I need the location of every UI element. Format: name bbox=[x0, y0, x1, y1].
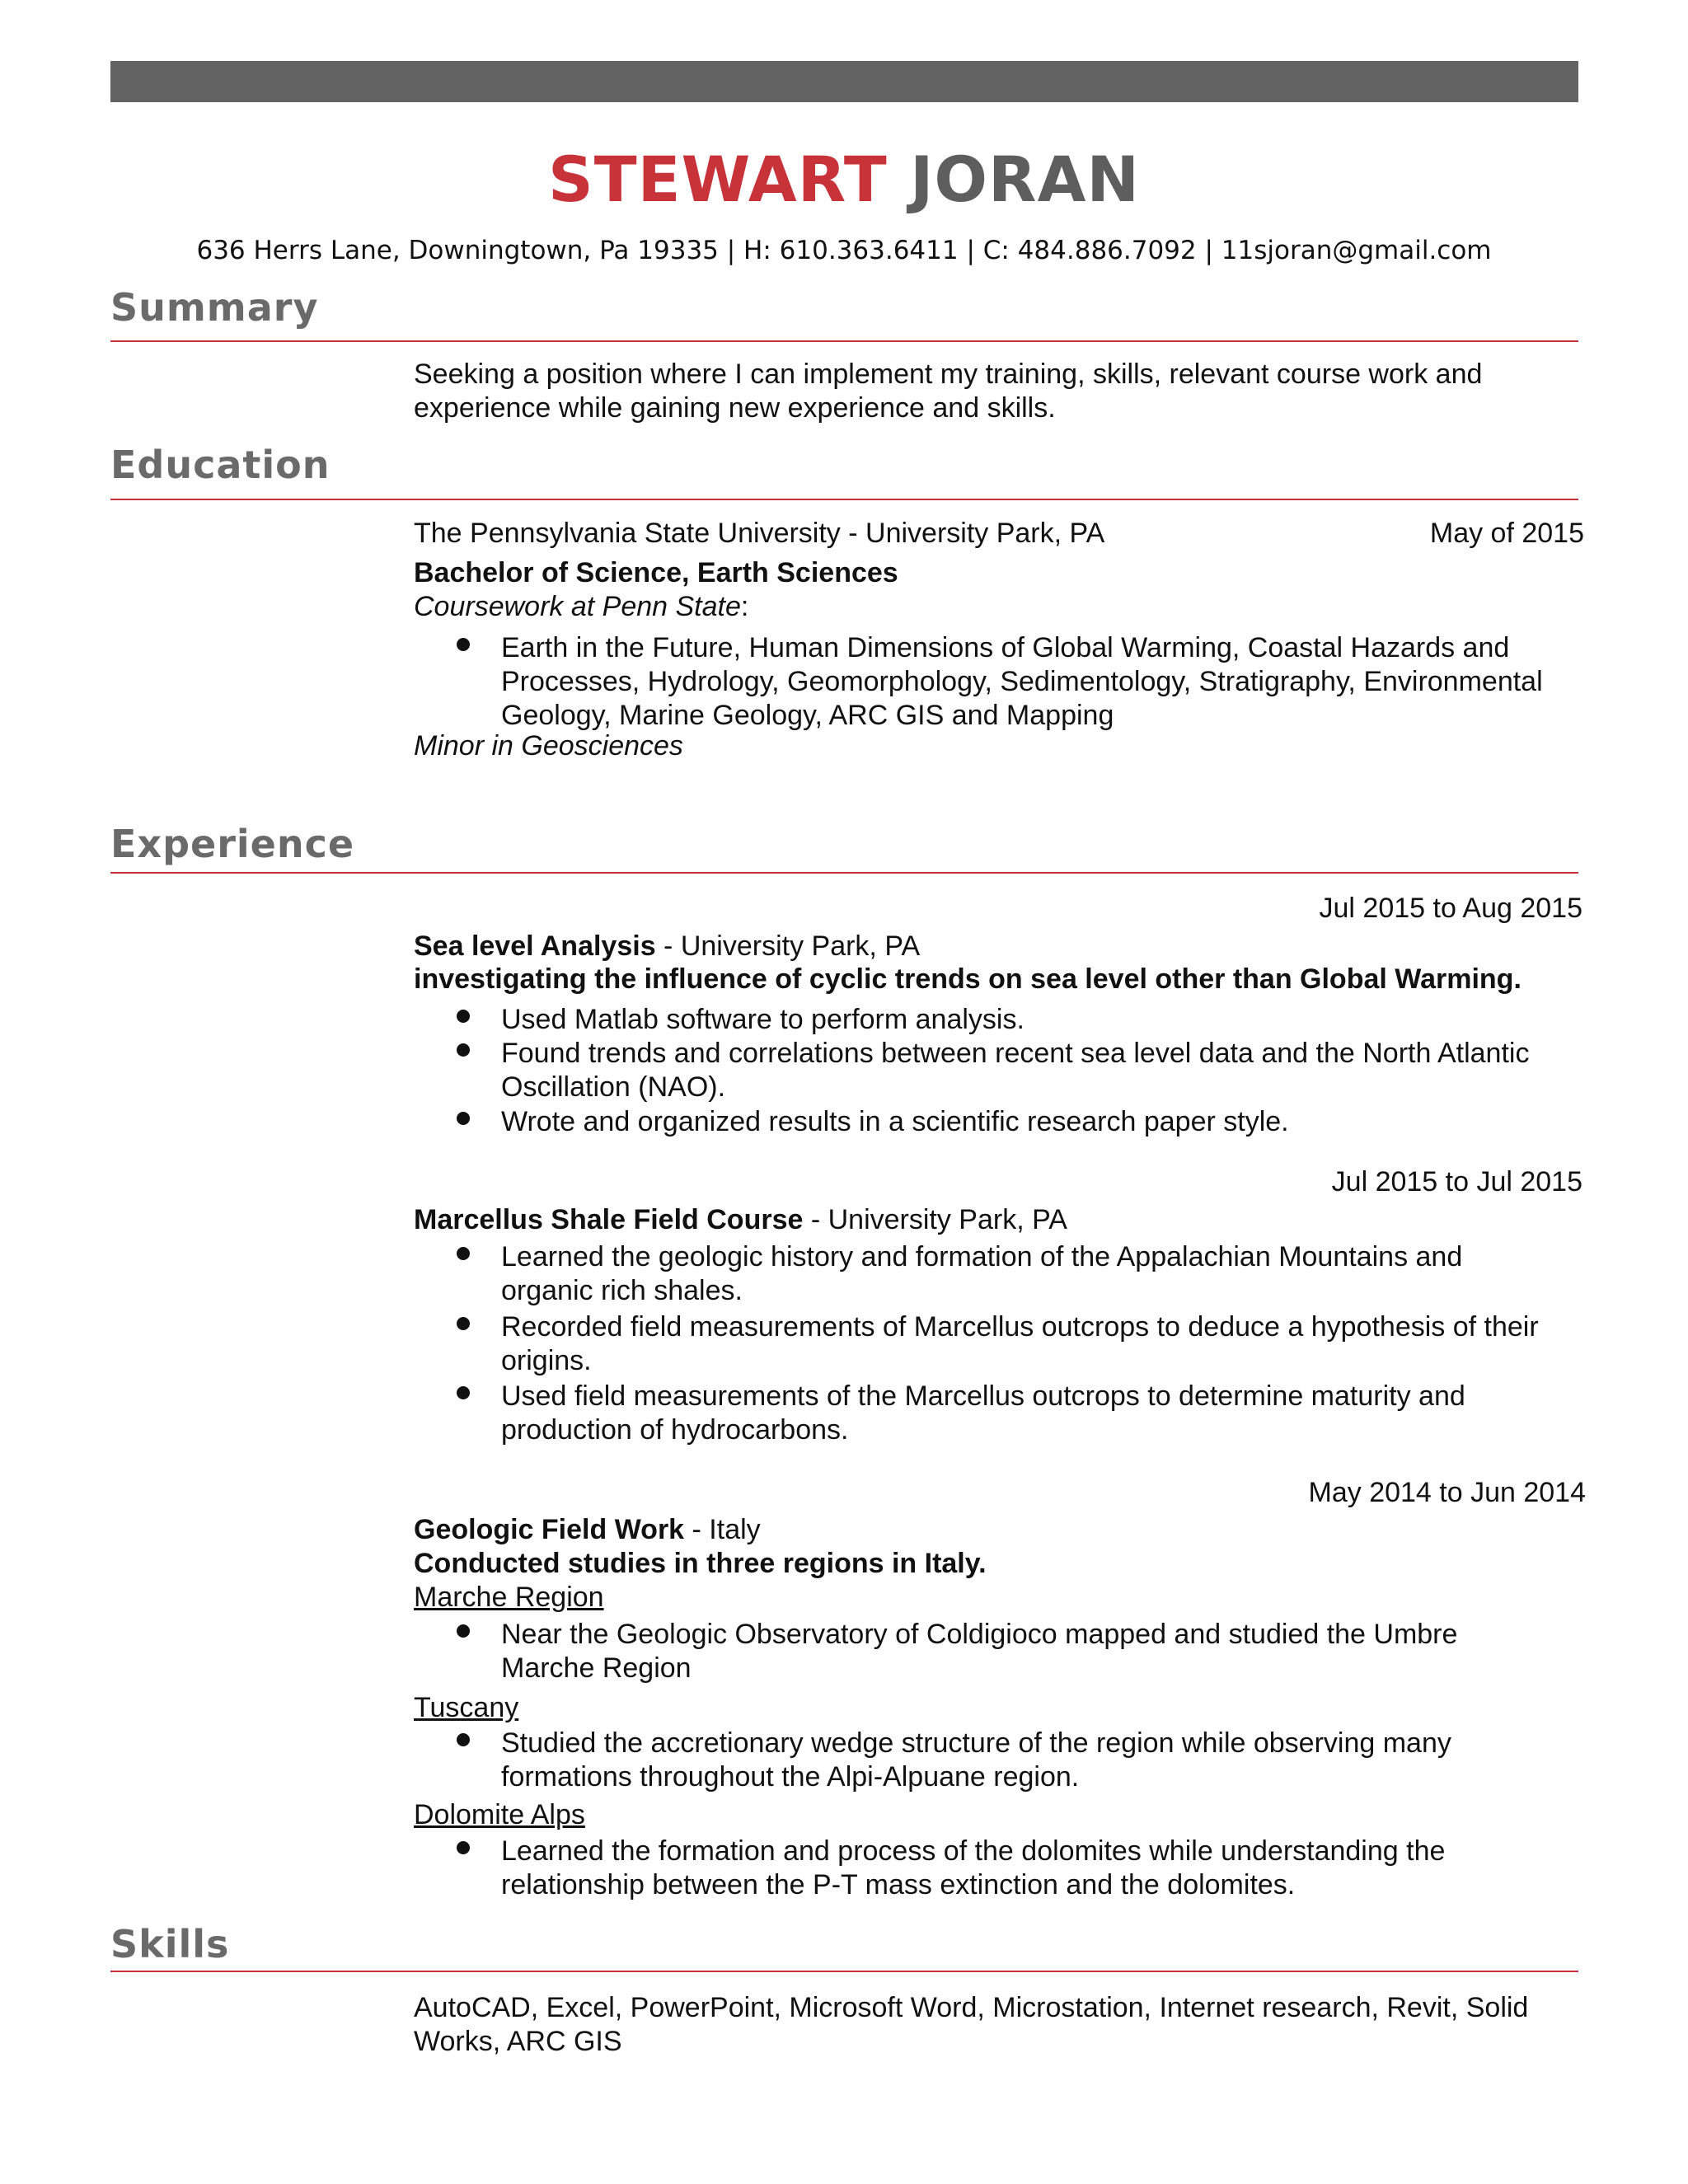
bullet-text: Near the Geologic Observatory of Coldigioco mapped and studied the Umbre Marche Region bbox=[501, 1619, 1458, 1684]
list-item bbox=[414, 631, 1576, 733]
bullet-text: Studied the accretionary wedge structure of the region while observing many formations throughout the Alpi-Alpuane region. bbox=[501, 1727, 1451, 1793]
bullet-text: Found trends and correlations between recent sea level data and the North Atlantic Oscillation (NAO). bbox=[501, 1038, 1530, 1103]
first-name: STEWART bbox=[548, 143, 888, 216]
skills-text: AutoCAD, Excel, PowerPoint, Microsoft Word, Microstation, Internet research, Revit, Solid Works, ARC GIS bbox=[414, 1992, 1529, 2057]
list-item bbox=[414, 1727, 1576, 1794]
bullet-icon bbox=[457, 1010, 470, 1023]
summary-text: Seeking a position where I can implement my training, skills, relevant course work and experience while gaining new experience and skills. bbox=[414, 359, 1483, 424]
job-location: - Italy bbox=[684, 1514, 761, 1545]
job-title: Geologic Field Work bbox=[414, 1514, 685, 1545]
bullet-text: Used field measurements of the Marcellus outcrops to determine maturity and production of hydrocarbons. bbox=[501, 1380, 1465, 1446]
job-subtitle: Conducted studies in three regions in Italy. bbox=[414, 1548, 987, 1579]
contact-info: 636 Herrs Lane, Downingtown, Pa 19335 | H: 610.363.6411 | C: 484.886.7092 | 11sjoran@gmail.com bbox=[196, 236, 1492, 265]
bullet-text: Recorded field measurements of Marcellus outcrops to deduce a hypothesis of their origins. bbox=[501, 1311, 1539, 1376]
job-subtitle: investigating the influence of cyclic trends on sea level other than Global Warming. bbox=[414, 963, 1522, 995]
list-item bbox=[414, 1240, 1576, 1308]
list-item bbox=[414, 1037, 1576, 1104]
job-date: May 2014 to Jun 2014 bbox=[1308, 1477, 1586, 1508]
bullet-icon bbox=[457, 1112, 470, 1125]
bullet-text: Wrote and organized results in a scientific research paper style. bbox=[501, 1106, 1289, 1137]
bullet-icon bbox=[457, 1317, 470, 1330]
region-heading: Tuscany bbox=[414, 1692, 519, 1723]
job-location: - University Park, PA bbox=[655, 930, 921, 962]
summary-divider bbox=[110, 340, 1578, 342]
graduation-date: May of 2015 bbox=[1429, 518, 1584, 549]
minor: Minor in Geosciences bbox=[414, 730, 683, 762]
skills-heading: Skills bbox=[110, 1922, 230, 1966]
education-divider bbox=[110, 499, 1578, 500]
bullet-icon bbox=[457, 1733, 470, 1746]
list-item bbox=[414, 1380, 1576, 1447]
job-title: Sea level Analysis bbox=[414, 930, 656, 962]
experience-divider bbox=[110, 872, 1578, 874]
coursework-label bbox=[414, 590, 1576, 624]
applicant-name bbox=[0, 140, 1688, 219]
region-heading: Dolomite Alps bbox=[414, 1799, 585, 1830]
bullet-text: Learned the formation and process of the dolomites while understanding the relationship between the P-T mass extinction and the dolomites. bbox=[501, 1835, 1446, 1900]
list-item bbox=[414, 1105, 1576, 1139]
bullet-icon bbox=[457, 1043, 470, 1057]
job-heading bbox=[414, 1203, 1576, 1237]
experience-heading: Experience bbox=[110, 822, 355, 866]
list-item bbox=[414, 1835, 1576, 1902]
list-item bbox=[414, 1618, 1576, 1685]
job-title: Marcellus Shale Field Course bbox=[414, 1204, 804, 1235]
bullet-icon bbox=[457, 1386, 470, 1399]
school-name: The Pennsylvania State University - University Park, PA bbox=[414, 518, 1105, 549]
job-heading bbox=[414, 1513, 1576, 1547]
bullet-icon bbox=[457, 638, 470, 651]
degree: Bachelor of Science, Earth Sciences bbox=[414, 557, 898, 588]
bullet-text: Used Matlab software to perform analysis. bbox=[501, 1004, 1025, 1035]
list-item bbox=[414, 1310, 1576, 1378]
summary-heading: Summary bbox=[110, 285, 319, 330]
skills-divider bbox=[110, 1971, 1578, 1972]
header-bar bbox=[110, 61, 1578, 102]
coursework-colon: : bbox=[740, 591, 749, 622]
region-heading: Marche Region bbox=[414, 1582, 604, 1613]
last-name: JORAN bbox=[910, 143, 1140, 216]
bullet-icon bbox=[457, 1624, 470, 1638]
education-heading: Education bbox=[110, 443, 331, 487]
bullet-text: Learned the geologic history and formation of the Appalachian Mountains and organic rich shales. bbox=[501, 1241, 1463, 1306]
bullet-icon bbox=[457, 1247, 470, 1260]
job-date: Jul 2015 to Jul 2015 bbox=[1331, 1166, 1582, 1197]
coursework-label-text: Coursework at Penn State bbox=[414, 591, 741, 622]
job-location: - University Park, PA bbox=[803, 1204, 1067, 1235]
bullet-icon bbox=[457, 1841, 470, 1854]
job-heading bbox=[414, 930, 1576, 963]
job-date: Jul 2015 to Aug 2015 bbox=[1319, 893, 1582, 924]
list-item bbox=[414, 1003, 1576, 1037]
coursework-list: Earth in the Future, Human Dimensions of Global Warming, Coastal Hazards and Processes, Hydrology, Geomorphology, Sedimentology, Stratigraphy, Environmental Geology, Marine Geology, ARC GIS and Mapping bbox=[501, 632, 1543, 731]
